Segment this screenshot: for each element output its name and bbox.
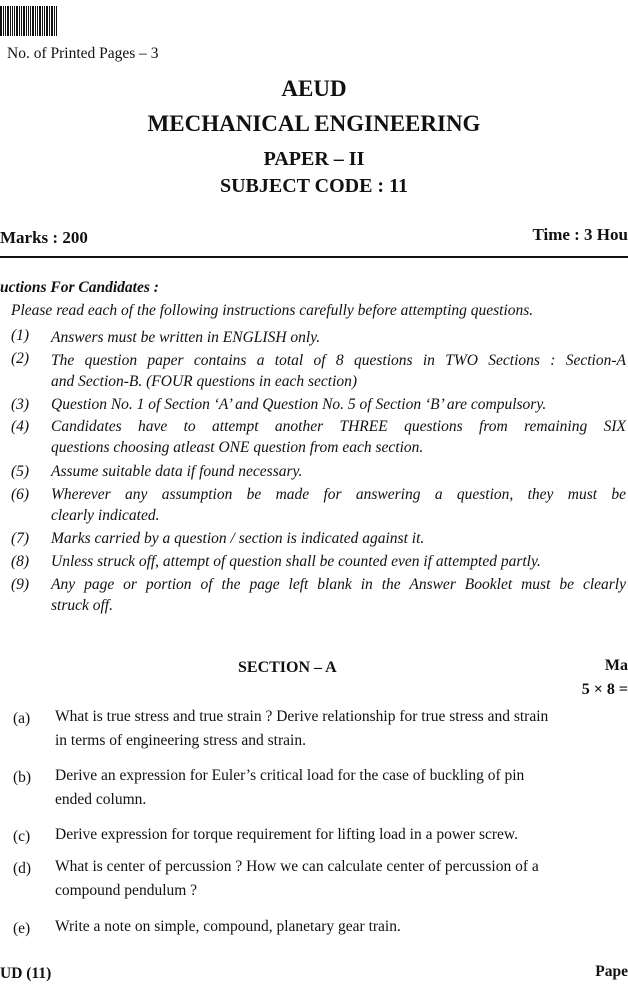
- instruction-number: (9): [11, 576, 30, 593]
- barcode-bar: [7, 6, 9, 36]
- section-marks-label: Ma: [604, 657, 628, 674]
- header-divider: [0, 256, 628, 258]
- subject-code: SUBJECT CODE : 11: [219, 175, 408, 197]
- instruction-number: (2): [11, 350, 30, 367]
- instruction-number: (1): [11, 327, 30, 344]
- barcode: [0, 6, 58, 36]
- footer-page: Pape: [595, 963, 628, 980]
- instruction-text: Marks carried by a question / section is indicated against it.: [51, 530, 425, 547]
- question-text: Derive expression for torque requirement for lifting load in a power screw.: [55, 826, 518, 843]
- question-number: (a): [13, 710, 31, 727]
- barcode-bar: [35, 6, 36, 36]
- section-marks-calc: 5 × 8 =: [581, 681, 628, 698]
- barcode-bar: [3, 6, 4, 36]
- question-number: (c): [13, 828, 31, 845]
- question-number: (b): [13, 769, 32, 786]
- barcode-bar: [51, 6, 53, 36]
- instruction-text: Any page or portion of the page left blank in the Answer Booklet must be clearly struck off.: [51, 576, 626, 614]
- barcode-bar: [23, 6, 25, 36]
- instruction-text: Unless struck off, attempt of question shall be counted even if attempted partly.: [51, 553, 541, 570]
- section-title: SECTION – A: [238, 659, 337, 676]
- instruction-text: Answers must be written in ENGLISH only.: [51, 329, 321, 346]
- exam-code: AEUD: [281, 76, 347, 101]
- marks-label: Marks : 200: [0, 228, 88, 247]
- subject-title: MECHANICAL ENGINEERING: [147, 111, 481, 136]
- instruction-text: Assume suitable data if found necessary.: [51, 463, 303, 480]
- barcode-bar: [14, 6, 15, 36]
- question-number: (e): [13, 920, 31, 937]
- question-text: What is center of percussion ? How we can calculate center of percussion of a compound pendulum ?: [55, 858, 539, 899]
- question-text: What is true stress and true strain ? Derive relationship for true stress and strain in terms of engineering stress and strain.: [55, 708, 549, 749]
- question-number: (d): [13, 860, 32, 877]
- instruction-text: Question No. 1 of Section ‘A’ and Question No. 5 of Section ‘B’ are compulsory.: [51, 396, 547, 413]
- barcode-bar: [19, 6, 20, 36]
- barcode-bar: [28, 6, 29, 36]
- barcode-bar: [30, 6, 31, 36]
- barcode-bar: [37, 6, 38, 36]
- barcode-bar: [21, 6, 22, 36]
- instructions-heading: uctions For Candidates :: [0, 279, 159, 296]
- barcode-bar: [10, 6, 11, 36]
- barcode-bar: [16, 6, 18, 36]
- barcode-bar: [0, 6, 2, 36]
- barcode-bar: [12, 6, 13, 36]
- barcode-bar: [26, 6, 27, 36]
- barcode-bar: [39, 6, 41, 36]
- instructions-intro: Please read each of the following instructions carefully before attempting questions.: [11, 302, 534, 319]
- instruction-text: Candidates have to attempt another THREE questions from remaining SIX questions choosing atleast ONE question from each section.: [51, 418, 626, 456]
- instruction-number: (4): [11, 418, 30, 435]
- instruction-number: (7): [11, 530, 30, 547]
- instruction-text: The question paper contains a total of 8 questions in TWO Sections : Section-A and Section-B. (FOUR questions in each section): [51, 352, 626, 390]
- barcode-bar: [46, 6, 48, 36]
- instruction-number: (5): [11, 463, 30, 480]
- barcode-bar: [56, 6, 57, 36]
- barcode-bar: [42, 6, 43, 36]
- paper-number: PAPER – II: [263, 148, 365, 170]
- barcode-bar: [5, 6, 6, 36]
- instruction-number: (3): [11, 396, 30, 413]
- barcode-bar: [44, 6, 45, 36]
- barcode-bar: [32, 6, 34, 36]
- instruction-text: Wherever any assumption be made for answering a question, they must be clearly indicated.: [51, 486, 626, 524]
- time-label: Time : 3 Hou: [532, 225, 628, 244]
- question-text: Write a note on simple, compound, planetary gear train.: [55, 918, 401, 935]
- question-text: Derive an expression for Euler’s critical load for the case of buckling of pin ended column.: [55, 767, 525, 808]
- barcode-bar: [54, 6, 55, 36]
- instruction-number: (8): [11, 553, 30, 570]
- printed-pages-label: No. of Printed Pages – 3: [7, 45, 159, 62]
- footer-code: UD (11): [0, 965, 52, 982]
- instruction-number: (6): [11, 486, 30, 503]
- barcode-bar: [49, 6, 50, 36]
